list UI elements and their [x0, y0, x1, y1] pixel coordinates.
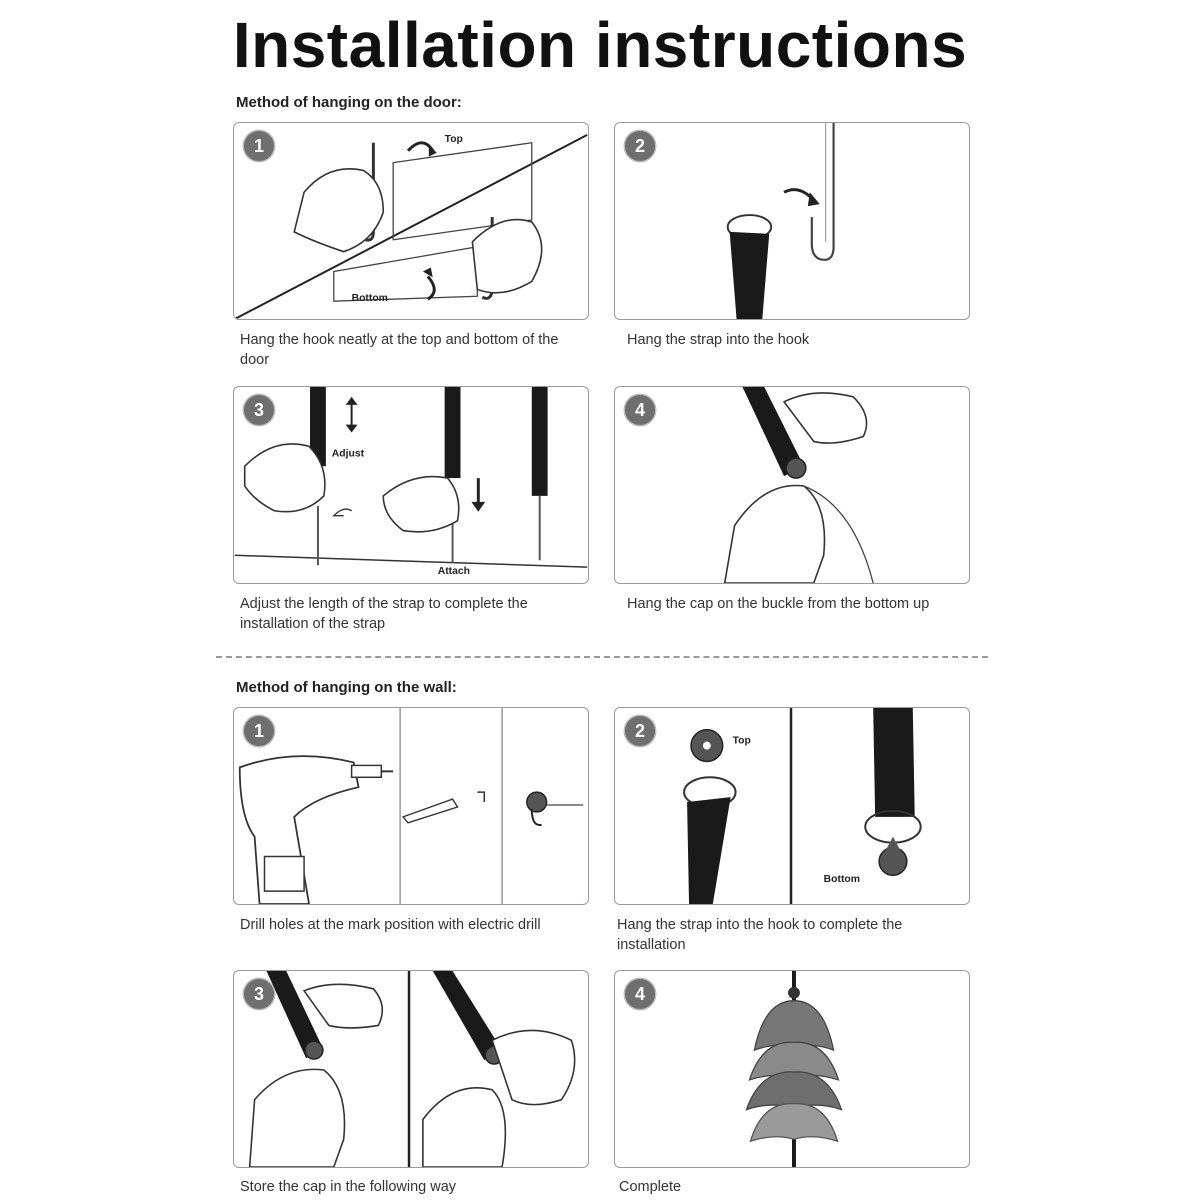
cap-buckle-illustration	[615, 387, 969, 583]
door-step-3-caption: Adjust the length of the strap to complete the installation of the strap	[240, 596, 528, 632]
top-label: Top	[732, 735, 751, 747]
step-number-badge: 4	[625, 979, 655, 1009]
wall-hook-strap-illustration	[615, 708, 969, 904]
step-number-badge: 2	[625, 716, 655, 746]
bottom-label: Bottom	[823, 874, 860, 886]
step-number-badge: 3	[244, 979, 274, 1009]
completed-caps-illustration	[615, 971, 969, 1167]
wall-step-1-caption: Drill holes at the mark position with electric drill	[240, 917, 541, 933]
wall-step-2-panel	[614, 707, 970, 905]
door-step-1-panel	[233, 122, 589, 320]
step-number-badge: 2	[625, 131, 655, 161]
door-step-2-caption: Hang the strap into the hook	[627, 332, 810, 348]
door-section-heading: Method of hanging on the door:	[236, 94, 462, 111]
page-title: Installation instructions	[232, 9, 968, 81]
step-number-badge: 1	[244, 716, 274, 746]
bottom-label: Bottom	[351, 293, 388, 305]
wall-section-heading: Method of hanging on the wall:	[236, 679, 457, 696]
wall-step-4-panel	[614, 970, 970, 1168]
wall-step-3-caption: Store the cap in the following way	[240, 1179, 457, 1195]
wall-step-2-caption: Hang the strap into the hook to complete the installation	[617, 917, 903, 953]
strap-adjust-illustration	[234, 387, 588, 583]
attach-label: Attach	[437, 566, 471, 578]
adjust-label: Adjust	[331, 448, 365, 460]
drill-illustration	[234, 708, 588, 904]
step-number-badge: 1	[244, 131, 274, 161]
cap-storage-illustration	[234, 971, 588, 1167]
step-number-badge: 3	[244, 395, 274, 425]
door-hook-illustration	[234, 123, 588, 319]
door-step-4-panel	[614, 386, 970, 584]
wall-step-3-panel	[233, 970, 589, 1168]
door-step-4-caption: Hang the cap on the buckle from the bottom up	[627, 596, 930, 612]
door-step-3-panel	[233, 386, 589, 584]
step-number-badge: 4	[625, 395, 655, 425]
section-divider	[216, 656, 988, 658]
strap-hook-illustration	[615, 123, 969, 319]
door-step-2-panel	[614, 122, 970, 320]
wall-step-4-caption: Complete	[619, 1179, 682, 1195]
top-label: Top	[444, 133, 463, 145]
wall-step-1-panel	[233, 707, 589, 905]
door-step-1-caption: Hang the hook neatly at the top and bottom of the door	[240, 332, 559, 368]
